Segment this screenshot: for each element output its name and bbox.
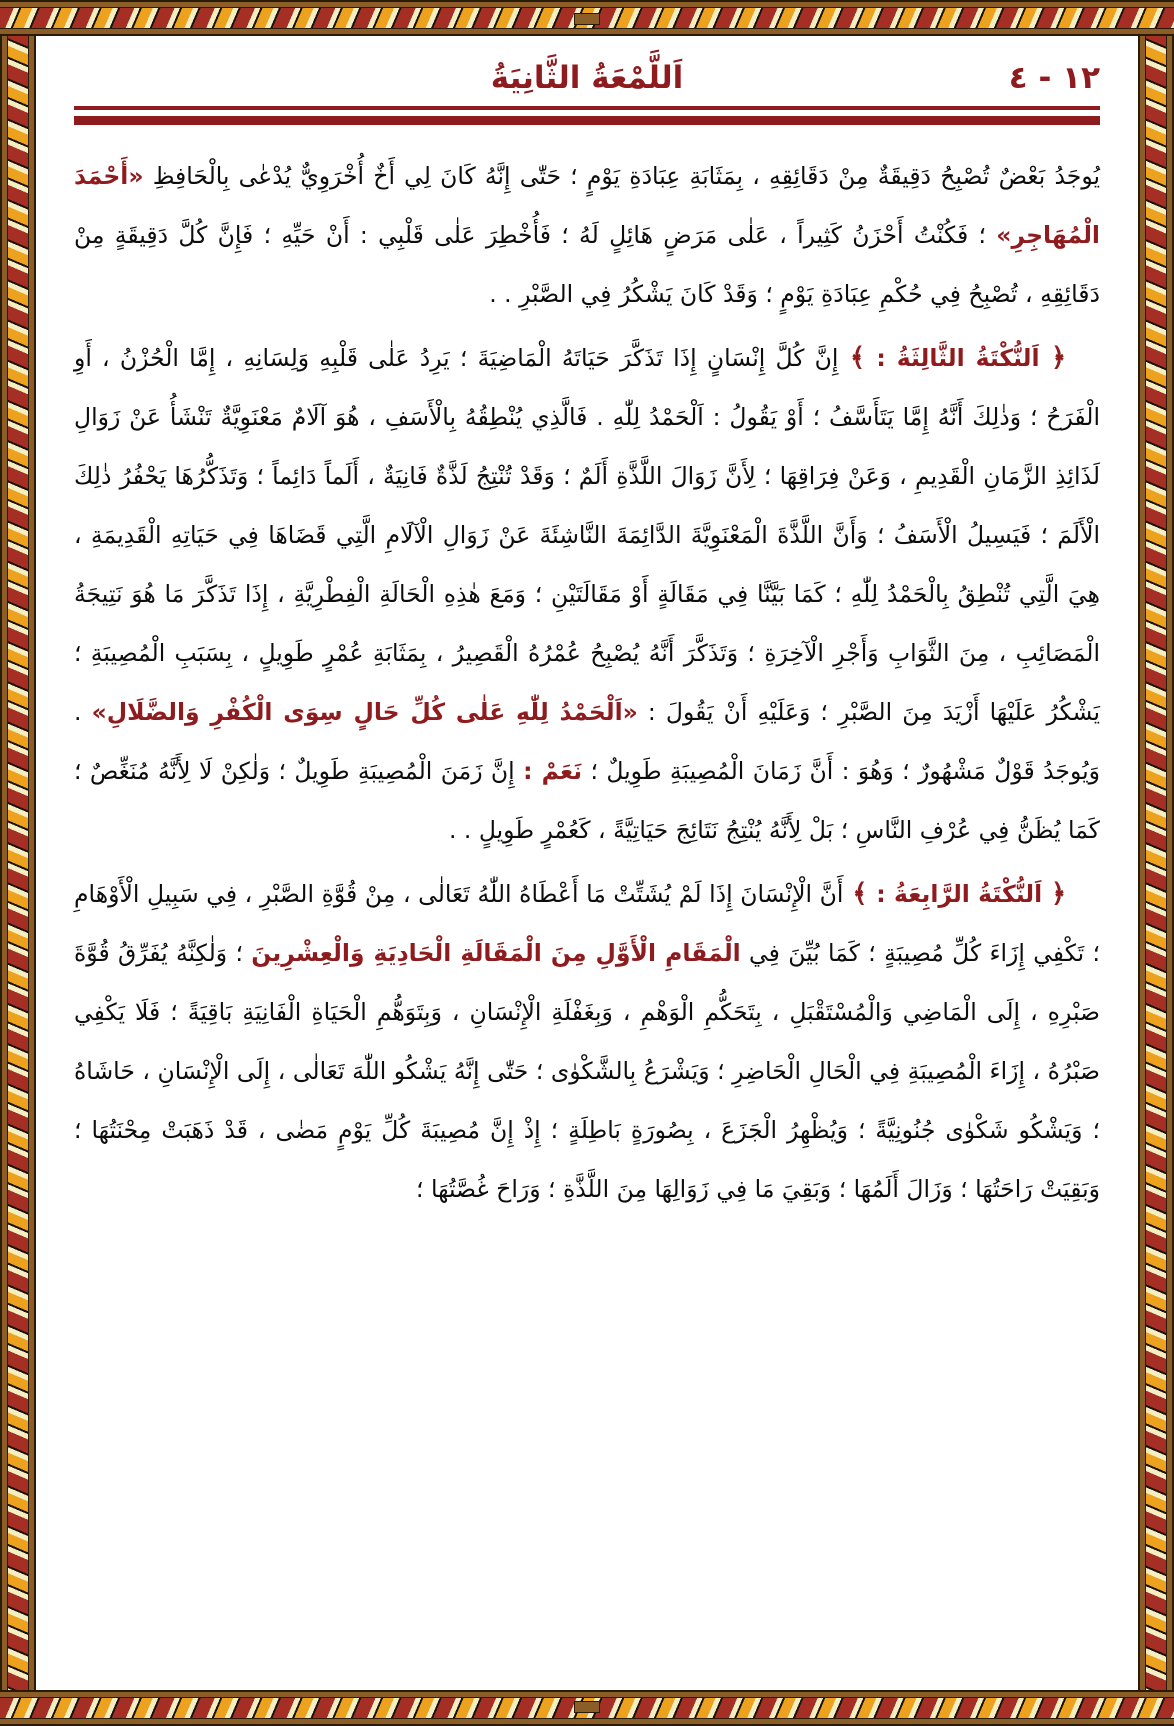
header-divider-rule bbox=[74, 106, 1100, 125]
page-title: اَللَّمْعَةُ الثَّانِيَةُ bbox=[490, 60, 684, 96]
text-segment-red-bold: «اَلْحَمْدُ لِلّٰهِ عَلٰى كُلِّ حَالٍ سِوَى الْكُفْرِ وَالضَّلَالِ» bbox=[91, 698, 638, 726]
section-bracket-ornament: ﴿ bbox=[1042, 878, 1067, 908]
text-segment-black: إِنَّ زَمَنَ الْمُصِيبَةِ طَوِيلٌ ؛ وَلٰكِنْ لَا لِأَنَّهُ مُنَغِّصٌ ؛ كَمَا يُظَنُّ فِي عُرْفِ النَّاسِ ؛ بَلْ لِأَنَّهُ يُنْتِجُ نَتَائِجَ حَيَاتِيَّةً ، كَعُمْرٍ طَوِيلٍ . . bbox=[74, 757, 1100, 844]
border-bottom-connector bbox=[574, 1701, 600, 1713]
text-segment-black: ؛ فَكُنْتُ أَحْزَنُ كَثِيراً ، عَلٰى مَرَضٍ هَائِلٍ لَهُ ؛ فَأُخْطِرَ عَلٰى قَلْبِي : أَنْ حَيِّهِ ؛ فَإِنَّ كُلَّ دَقِيقَةٍ مِنْ دَقَائِقِهِ ، تُصْبِحُ فِي حُكْمِ عِبَادَةِ يَوْمٍ ؛ وَقَدْ كَانَ يَشْكُرُ فِي الصَّبْرِ . . bbox=[74, 221, 1100, 308]
border-right-ornament bbox=[1138, 0, 1174, 1726]
border-left-ornament bbox=[0, 0, 36, 1726]
paragraph-intro bbox=[74, 147, 1100, 324]
paragraph-nukta-rabia bbox=[74, 864, 1100, 1219]
section-bracket-ornament: ﴾ bbox=[838, 342, 877, 372]
section-bracket-ornament: ﴾ bbox=[843, 878, 877, 908]
text-segment-black: ؛ وَلٰكِنَّهُ يُفَرِّقُ قُوَّةَ صَبْرِهِ ، إِلَى الْمَاضِي وَالْمُسْتَقْبَلِ ، بِتَحَكُّمِ الْوَهْمِ ، وَبِغَفْلَةِ الْإِنْسَانِ ، وَبِتَوَهُّمِ الْحَيَاةِ الْفَانِيَةِ بَاقِيَةً ؛ فَلَا يَكْفِي صَبْرُهُ ، إِزَاءَ الْمُصِيبَةِ فِي الْحَالِ الْحَاضِرِ ؛ وَيَشْرَعُ بِالشَّكْوٰى ؛ حَتّٰى إِنَّهُ يَشْكُو اللّٰهَ تَعَالٰى ، إِلَى الْإِنْسَانِ ، حَاشَاهُ ؛ وَيَشْكُو شَكْوٰى جُنُونِيَّةً ؛ وَيُظْهِرُ الْجَزَعَ ، بِصُورَةٍ بَاطِلَةٍ ؛ إِذْ إِنَّ مُصِيبَةَ كُلِّ يَوْمٍ مَضٰى ، قَدْ ذَهَبَتْ مِحْنَتُهَا ؛ وَبَقِيَتْ رَاحَتُهَا ؛ وَزَالَ أَلَمُهَا ؛ وَبَقِيَ مَا فِي زَوَالِهَا مِنَ اللَّذَّةِ ؛ وَرَاحَ غُصَّتُهَا ؛ bbox=[74, 939, 1100, 1203]
text-segment-black: أَنَّ الْإِنْسَانَ إِذَا لَمْ يُشَتِّتْ مَا أَعْطَاهُ اللّٰهُ تَعَالٰى ، مِنْ قُوَّةِ الصَّبْرِ ، فِي سَبِيلِ الْأَوْهَامِ ؛ تَكْفِي إِزَاءَ كُلِّ مُصِيبَةٍ ؛ كَمَا بُيِّنَ فِي bbox=[74, 880, 1101, 967]
border-top-connector bbox=[574, 13, 600, 25]
text-segment-red-bold: اَلنُّكْتَةُ الرَّابِعَةُ : bbox=[876, 880, 1043, 908]
text-segment-red: «أَحْمَدَ الْمُهَاجِرِ» bbox=[74, 162, 1100, 249]
paragraph-nukta-thalitha bbox=[74, 328, 1100, 860]
text-segment-red-bold: نَعَمْ : bbox=[523, 757, 583, 785]
body-text bbox=[74, 147, 1100, 1219]
text-segment-black: يُوجَدُ بَعْضٌ تُصْبِحُ دَقِيقَةٌ مِنْ دَقَائِقِهِ ، بِمَثَابَةِ عِبَادَةِ يَوْمٍ ؛ حَتّٰى إِنَّهُ كَانَ لِي أَخٌ أُخْرَوِيٌّ يُدْعٰى بِالْحَافِظِ bbox=[143, 162, 1100, 190]
page-header bbox=[74, 60, 1100, 96]
text-segment-black: . وَيُوجَدُ قَوْلٌ مَشْهُورٌ ؛ وَهُوَ : أَنَّ زَمَانَ الْمُصِيبَةِ طَوِيلٌ ؛ bbox=[74, 698, 1100, 785]
page-content bbox=[36, 36, 1138, 1690]
page-number: ١٢ - ٤ bbox=[1008, 60, 1100, 96]
text-segment-red-bold: اَلنُّكْتَةُ الثَّالِثَةُ : bbox=[876, 344, 1040, 372]
text-segment-black: إِنَّ كُلَّ إِنْسَانٍ إِذَا تَذَكَّرَ حَيَاتَهُ الْمَاضِيَةَ ؛ يَرِدُ عَلٰى قَلْبِهِ وَلِسَانِهِ ، إِمَّا الْحُزْنُ ، أَوِ الْفَرَحُ ؛ وَذٰلِكَ أَنَّهُ إِمَّا يَتَأَسَّفُ ؛ أَوْ يَقُولُ : اَلْحَمْدُ لِلّٰهِ . فَالَّذِي يُنْطِقُهُ بِالْأَسَفِ ، هُوَ آلَامٌ مَعْنَوِيَّةٌ تَنْشَأُ عَنْ زَوَالِ لَذَائِذِ الزَّمَانِ الْقَدِيمِ ، وَعَنْ فِرَاقِهَا ؛ لِأَنَّ زَوَالَ اللَّذَّةِ أَلَمٌ ؛ وَقَدْ تُنْتِجُ لَذَّةٌ فَانِيَةٌ ، أَلَماً دَائِماً ؛ وَتَذَكُّرُهَا يَحْفُرُ ذٰلِكَ الْأَلَمَ ؛ فَيَسِيلُ الْأَسَفُ ؛ وَأَنَّ اللَّذَّةَ الْمَعْنَوِيَّةَ الدَّائِمَةَ النَّاشِئَةَ عَنْ زَوَالِ الْآلَامِ الَّتِي قَضَاهَا فِي حَيَاتِهِ الْقَدِيمَةِ ، هِيَ الَّتِي تُنْطِقُ بِالْحَمْدُ لِلّٰهِ ؛ كَمَا بَيَّنَّا فِي مَقَالَةٍ أَوْ مَقَالَتَيْنِ ؛ وَمَعَ هٰذِهِ الْحَالَةِ الْفِطْرِيَّةِ ، إِذَا تَذَكَّرَ مَا هُوَ نَتِيجَةُ الْمَصَائِبِ ، مِنَ الثَّوَابِ وَأَجْرِ الْآخِرَةِ ؛ وَتَذَكَّرَ أَنَّهُ يُصْبِحُ عُمْرُهُ الْقَصِيرُ ، بِمَثَابَةِ عُمْرٍ طَوِيلٍ ، بِسَبَبِ الْمُصِيبَةِ ؛ يَشْكُرُ عَلَيْهَا أَزْيَدَ مِنَ الصَّبْرِ ؛ وَعَلَيْهِ أَنْ يَقُولَ : bbox=[74, 344, 1101, 726]
section-bracket-ornament: ﴿ bbox=[1039, 342, 1066, 372]
text-segment-red-bold: الْمَقَامِ الْأَوَّلِ مِنَ الْمَقَالَةِ الْحَادِيَةِ وَالْعِشْرِينَ bbox=[251, 939, 741, 967]
